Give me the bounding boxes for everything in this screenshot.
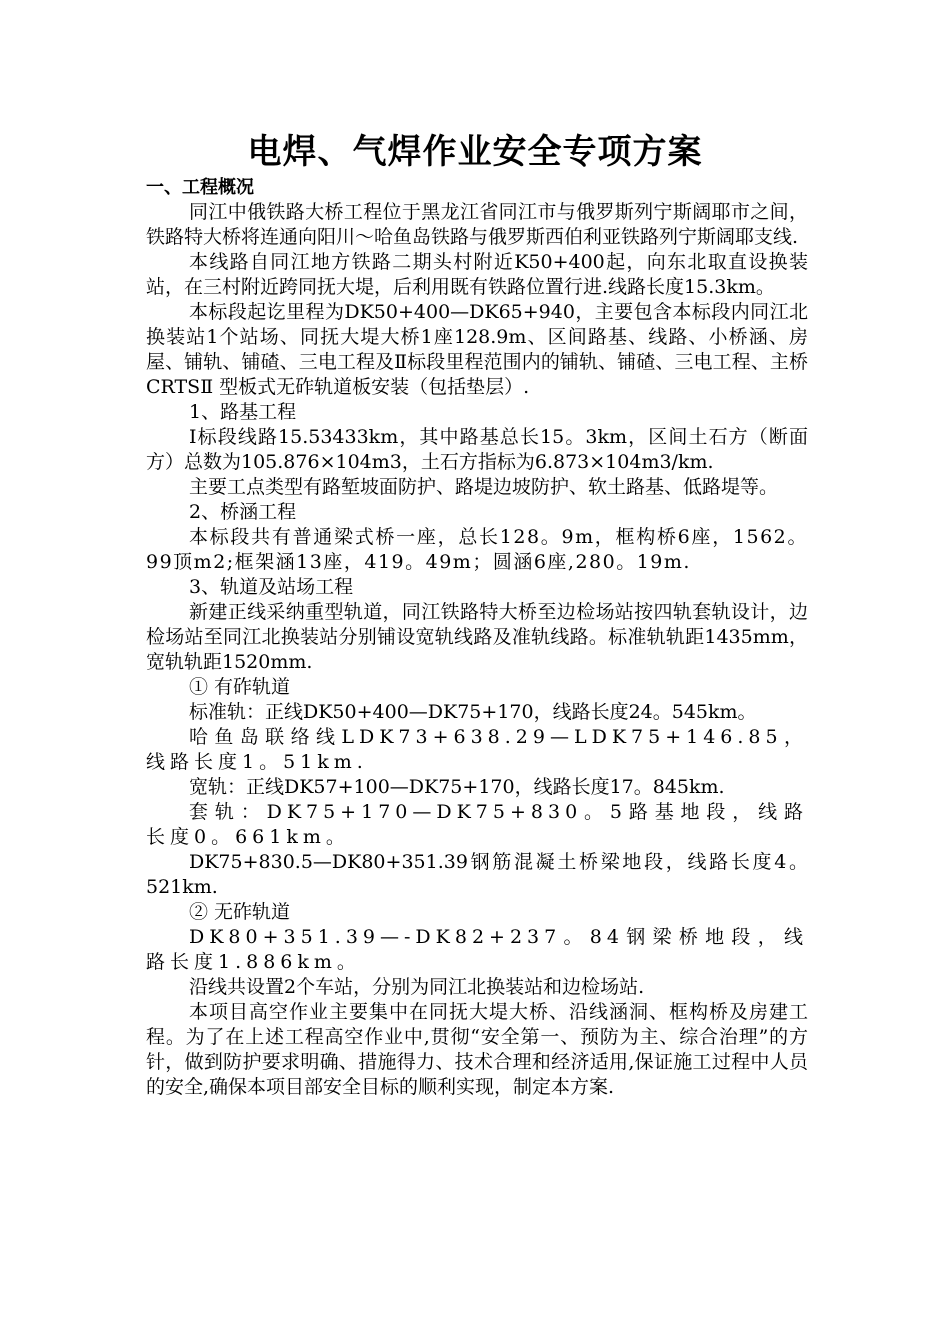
paragraph-line-route: 本线路自同江地方铁路二期头村附近K50+400起，向东北取直设换装站，在三村附近跨同抚大堤，后利用既有铁路位置行进.线路长度15.3km。 xyxy=(146,251,808,298)
document-title: 电焊、气焊作业安全专项方案 xyxy=(247,132,703,172)
subheading-ballastless-track: ② 无砟轨道 xyxy=(189,901,291,923)
paragraph-concrete-bridge: DK75+830.5—DK80+351.39钢筋混凝土桥梁地段，线路长度4。521km. xyxy=(146,851,808,898)
paragraph-purpose: 本项目高空作业主要集中在同抚大堤大桥、沿线涵洞、框构桥及房建工程。为了在上述工程高空作业中,贯彻“安全第一、预防为主、综合治理”的方针，做到防护要求明确、措施得力、技术合理和经济适用,保证施工过程中人员的安全,确保本项目部安全目标的顺利实现，制定本方案. xyxy=(146,1001,808,1098)
paragraph-subgrade-types: 主要工点类型有路堑坡面防护、路堤边坡防护、软土路基、低路堤等。 xyxy=(189,476,779,498)
section-heading: 一、工程概况 xyxy=(146,177,254,198)
paragraph-hayudao-link: 哈鱼岛联络线LDK73+638.29—LDK75+146.85，线路长度1。51km. xyxy=(146,726,808,773)
paragraph-broad-gauge: 宽轨：正线DK57+100—DK75+170，线路长度17。845km. xyxy=(189,776,725,798)
paragraph-subgrade-quantities: I标段线路15.53433km，其中路基总长15。3km，区间土石方（断面方）总数为105.876×104m3，土石方指标为6.873×104m3/km. xyxy=(146,426,808,473)
paragraph-section-scope: 本标段起讫里程为DK50+400—DK65+940，主要包含本标段内同江北换装站1个站场、同抚大堤大桥1座128.9m、区间路基、线路、小桥涵、房屋、铺轨、铺碴、三电工程及Ⅱ标段里程范围内的铺轨、铺碴、三电工程、主桥CRTSⅡ 型板式无砟轨道板安装（包括垫层）. xyxy=(146,301,808,398)
paragraph-dual-gauge: 套轨：DK75+170—DK75+830。5路基地段，线路长度0。661km。 xyxy=(146,801,808,848)
document-body xyxy=(146,175,808,1100)
subheading-bridges-culverts: 2、桥涵工程 xyxy=(189,501,297,523)
paragraph-track-design: 新建正线采纳重型轨道，同江铁路特大桥至边检场站按四轨套轨设计，边检场站至同江北换装站分别铺设宽轨线路及准轨线路。标准轨轨距1435mm，宽轨轨距1520mm. xyxy=(146,601,808,673)
paragraph-bridges-culverts: 本标段共有普通梁式桥一座，总长128。9m，框构桥6座，1562。99顶m2;框架涵13座，419。49m；圆涵6座,280。19m. xyxy=(146,526,808,573)
paragraph-steel-bridge: DK80+351.39—-DK82+237。84钢梁桥地段，线路长度1.886km。 xyxy=(146,926,808,973)
subheading-ballasted-track: ① 有砟轨道 xyxy=(189,676,291,698)
paragraph-stations: 沿线共设置2个车站，分别为同江北换装站和边检场站. xyxy=(189,976,645,998)
subheading-subgrade: 1、路基工程 xyxy=(189,401,297,423)
paragraph-standard-gauge: 标准轨：正线DK50+400—DK75+170，线路长度24。545km。 xyxy=(189,701,757,723)
subheading-track-station: 3、轨道及站场工程 xyxy=(189,576,354,598)
paragraph-project-location: 同江中俄铁路大桥工程位于黑龙江省同江市与俄罗斯列宁斯阔耶市之间，铁路特大桥将连通向阳川～哈鱼岛铁路与俄罗斯西伯利亚铁路列宁斯阔耶支线. xyxy=(146,201,808,248)
